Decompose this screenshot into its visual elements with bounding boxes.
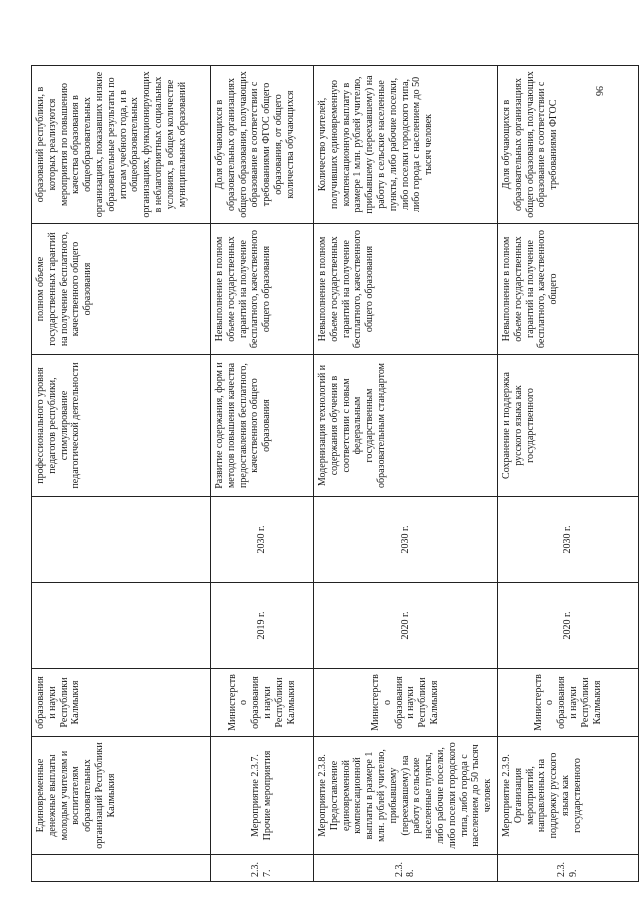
consequence-cell: Невыполнение в полном объеме государственных гарантий на получение бесплатного, качественного общего образования [211, 224, 314, 355]
table-row [314, 66, 498, 882]
start-year: 2020 г. [314, 583, 498, 669]
end-year [32, 497, 211, 583]
expected-result: Сохранение и поддержка русского языка как государственного [497, 355, 638, 497]
start-year: 2020 г. [497, 583, 638, 669]
consequence-cell: Невыполнение в полном объеме государственных гарантий на получение бесплатного, качественного общего образования [314, 224, 498, 355]
consequence-cell: Невыполнение в полном объеме государственных гарантий на получение бесплатного, качественного общего [497, 224, 638, 355]
end-year: 2030 г. [497, 497, 638, 583]
end-year: 2030 г. [211, 497, 314, 583]
indicator-cell: образований республики, в которых реализуются мероприятия по повышению качества образования в общеобразовательных организациях, показавших низкие образовательные результаты по итогам учебного года, и в общеобразовательных организациях, функционирующих в неблагоприятных социальных условиях, в общем количестве муниципальных образований [32, 66, 211, 224]
start-year: 2019 г. [211, 583, 314, 669]
expected-result: профессионального уровня педагогов республики, стимулирование педагогической деятельности [32, 355, 211, 497]
row-number: 2.3.9. [497, 855, 638, 882]
table-row [211, 66, 314, 882]
executor-cell: Министерство образования и науки Республики Калмыкия [497, 669, 638, 737]
end-year: 2030 г. [314, 497, 498, 583]
consequence-cell: полном объеме государственных гарантий на получение бесплатного, качественного общего образования [32, 224, 211, 355]
measure-title: Мероприятие 2.3.8. Предоставление единовременной компенсационной выплаты в размере 1 млн. рублей учителю, прибывшему (переехавшему) на работу в сельские населенные пункты, либо рабочие поселки, либо поселки городского типа, либо города с населением до 50 тысяч человек [314, 737, 498, 855]
measure-title: Мероприятие 2.3.7. Прочие мероприятия [211, 737, 314, 855]
measure-title: Единовременные денежные выплаты молодым учителям и воспитателям образовательных организаций Республики Калмыкия [32, 737, 211, 855]
table-row [32, 66, 211, 882]
expected-result: Развитие содержания, форм и методов повышения качества предоставления бесплатного, качественного общего образования [211, 355, 314, 497]
row-number [32, 855, 211, 882]
measures-table [31, 65, 639, 882]
table-row [497, 66, 638, 882]
row-number: 2.3.8. [314, 855, 498, 882]
table-rotated-container [31, 66, 603, 882]
row-number: 2.3.7. [211, 855, 314, 882]
indicator-cell: Количество учителей, получивших единовременную компенсационную выплату в размере 1 млн. рублей учителю, прибывшему (переехавшему) на работу в сельские населенные пункты, либо рабочие поселки, либо поселки городского типа, либо города с населением до 50 тысяч человек [314, 66, 498, 224]
executor-cell: Министерство образования и науки Республики Калмыкия [314, 669, 498, 737]
expected-result: Модернизация технологий и содержания обучения в соответствии с новым федеральным государственным образовательным стандартом [314, 355, 498, 497]
start-year [32, 583, 211, 669]
executor-cell: образования и науки Республики Калмыкия [32, 669, 211, 737]
indicator-cell: Доля обучающихся в образовательных организациях общего образования, получающих образование в соответствии с требованиями ФГОС [497, 66, 638, 224]
indicator-cell: Доля обучающихся в образовательных организациях общего образования, получающих образование в соответствии с требованиями ФГОС общего образования, от общего количества обучающихся [211, 66, 314, 224]
measure-title: Мероприятие 2.3.9. Организация мероприятий, направленных на поддержку русского языка как государственного [497, 737, 638, 855]
executor-cell: Министерство образования и науки Республики Калмыкия [211, 669, 314, 737]
page-number: 96 [593, 86, 604, 96]
